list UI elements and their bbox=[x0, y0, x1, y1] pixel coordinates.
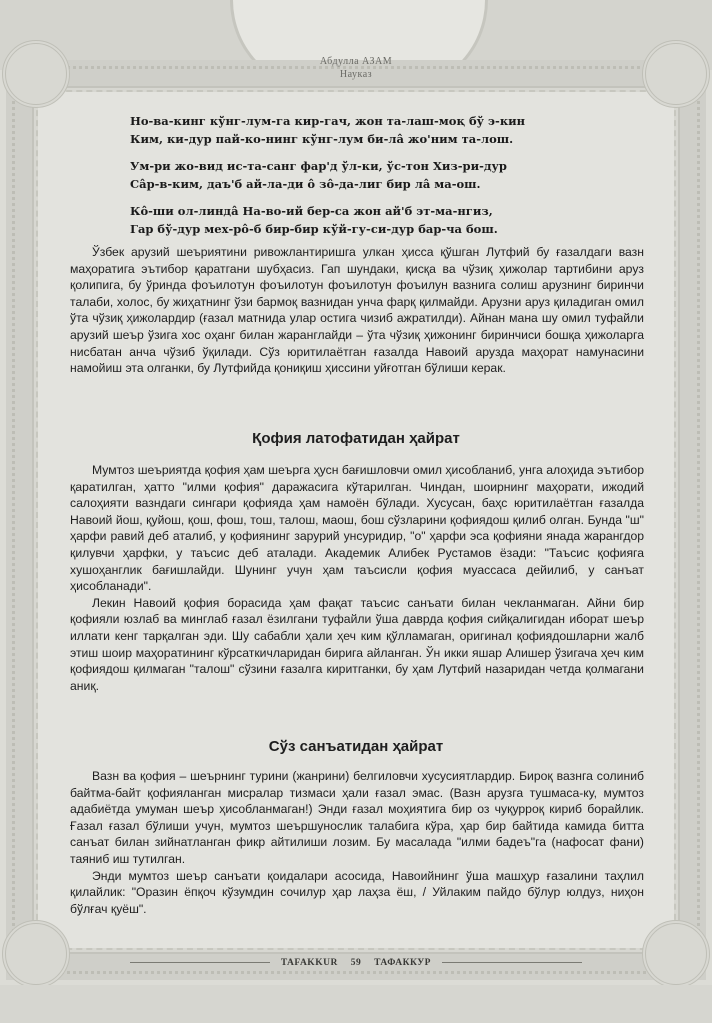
body-block-1 bbox=[70, 244, 644, 377]
footer-title-cyrillic: ТАФАККУР bbox=[374, 958, 431, 968]
section-title-art: Сўз санъатидан ҳайрат bbox=[268, 738, 444, 755]
poem-line: Кô-ши ол-линдâ На-во-ий бер-са жон ай'б эт-ма-нгиз, bbox=[130, 204, 493, 218]
paragraph: Ўзбек арузий шеъриятини ривожлантиришга улкан ҳисса қўшган Лутфий бу ғазалдаги вазн маҳоратига эътибор қаратгани шубҳасиз. Гап шундаки, қисқа ва чўзиқ ҳижолар тартибини аруз қолипига, бу ўринда фоъилотун фоъилотун фоъилотун фоъилун вазнига солиш арузнинг биринчи талаби, холос, бу жиҳатнинг ўзи бармоқ вазнидан унча фарқ қилмайди. Арузни аруз қиладиган омил ўта чўзиқ ҳижолардир (ғазал матнида улар остига чизиб ажратилди). Айнан мана шу омил туфайли арузий шеър ўзига хос оҳанг билан жаранглайди – ўта чўзиқ ҳижонинг биринчиси бошқа ҳижоларга нисбатан анча чўзиб ўқилади. Сўз юритилаётган ғазалда Навоий арузда маҳорат намунасини намойиш эта олганки, бу Лутфийда қониқиш ҳиссини уйғотган бўлиши керак. bbox=[70, 245, 644, 376]
footer-title-latin: TAFAKKUR bbox=[280, 958, 338, 968]
paragraph: Вазн ва қофия – шеърнинг турини (жанрини) белгиловчи хусусиятлардир. Бироқ вазнга солиниб байтма-байт қофияланган мисралар тизмаси ҳали ғазал эмас. (Вазн арузга тушмаса-ку, мумтоз адабиётда умуман шеър ҳисобланмаган!) Энди ғазал моҳиятига бир оз чуқурроқ кириб борайлик. Ғазал ғазал бўлиши учун, мумтоз шеършунослик талабига кўра, ҳар бир байтида камида битта санъат билан зийнатланган фикр айтилиши лозим. Бу масалада "илми бадеъ"га (нафосат фани) таяниб иш тутилган. bbox=[70, 769, 644, 866]
header-author: Абдулла АЗАМ bbox=[319, 56, 393, 67]
poem-line: Ким, ки-дур пай-ко-нинг кўнг-лум би-лâ жо'ним та-лош. bbox=[130, 132, 514, 146]
corner-ornament-bottom-left bbox=[2, 920, 70, 988]
paragraph: Лекин Навоий қофия борасида ҳам фақат таъсис санъати билан чекланмаган. Айни бир қофияли юзлаб ва минглаб ғазал ёзилгани туфайли ўша даврда қофия сийқалигидан иборат шеър иллати кенг тарқалган эди. Шу сабабли ҳали ҳеч ким қўлламаган, оригинал қофиядошларни жалб этиш шоир маҳоратининг кўрсаткичларидан бирига айланган. Ўн икки яшар Алишер ўзигача ҳеч ким қофиядош қилмаган "талош" сўзини ғазалга киритганки, бу ҳам Лутфий назаридан четда қолмагани аниқ. bbox=[70, 595, 644, 693]
poem-stanza bbox=[130, 202, 590, 238]
body-block-3 bbox=[70, 768, 644, 917]
page-number: 59 bbox=[350, 958, 362, 968]
bottom-ornament-band bbox=[0, 985, 712, 1023]
header-section: Науказ bbox=[339, 69, 373, 80]
poem bbox=[130, 112, 590, 247]
poem-line: Ум-ри жо-вид ис-та-санг фар'д ўл-ки, ўс-тон Хиз-ри-дур bbox=[130, 159, 507, 173]
paragraph: Энди мумтоз шеър санъати қоидалари асосида, Навоийнинг ўша машҳур ғазалини таҳлил қилайлик: "Оразин ёпқоч кўзумдин сочилур ҳар лаҳза ёш, / Уйлаким пайдо бўлур юлдуз, ниҳон бўлғач қуёш". bbox=[70, 868, 644, 916]
poem-line: Сâр-в-ким, даъ'б ай-ла-ди ô зô-да-лиг бир лâ ма-ош. bbox=[130, 177, 481, 191]
poem-stanza bbox=[130, 157, 590, 193]
footer-rule-right bbox=[442, 962, 582, 963]
poem-line: Гар бў-дур мех-рô-б бир-бир кўй-гу-си-дур бар-ча бош. bbox=[130, 222, 498, 236]
paragraph: Мумтоз шеъриятда қофия ҳам шеърга ҳусн бағишловчи омил ҳисобланиб, унга алоҳида эътибор қаратилган, ҳатто "илми қофия" даражасига кўтарилган. Чиндан, шоирнинг маҳорати, ижодий салоҳияти вазндаги сингари қофияда ҳам намоён бўлади. Хусусан, баҳс юритилаётган ғазалда Навоий йош, қуйош, қош, фош, тош, талош, маош, бош сўзларини қофиядош қилиб олган. Бунда "ш" ҳарфи равий деб аталиб, у қофиянинг зарурий унсуридир, "о" ҳарфи эса қофияни янада жарангдор қилувчи ҳарфки, у таъсис деб аталади. Академик Алибек Рустамов ёзади: "Таъсис қофияга хушоҳанглик бағишлайди. Шунинг учун ҳам таъсисли қофия муассаса дейилиб, у санъат ҳисобланади". bbox=[70, 463, 644, 594]
poem-stanza bbox=[130, 112, 590, 148]
corner-ornament-bottom-right bbox=[642, 920, 710, 988]
poem-line: Но-ва-кинг кўнг-лум-га кир-гач, жон та-лаш-моқ бў э-кин bbox=[130, 114, 526, 128]
page-footer bbox=[0, 958, 712, 968]
footer-rule-left bbox=[130, 962, 270, 963]
section-title-rhyme: Қофия латофатидан ҳайрат bbox=[252, 430, 460, 447]
body-block-2 bbox=[70, 462, 644, 694]
